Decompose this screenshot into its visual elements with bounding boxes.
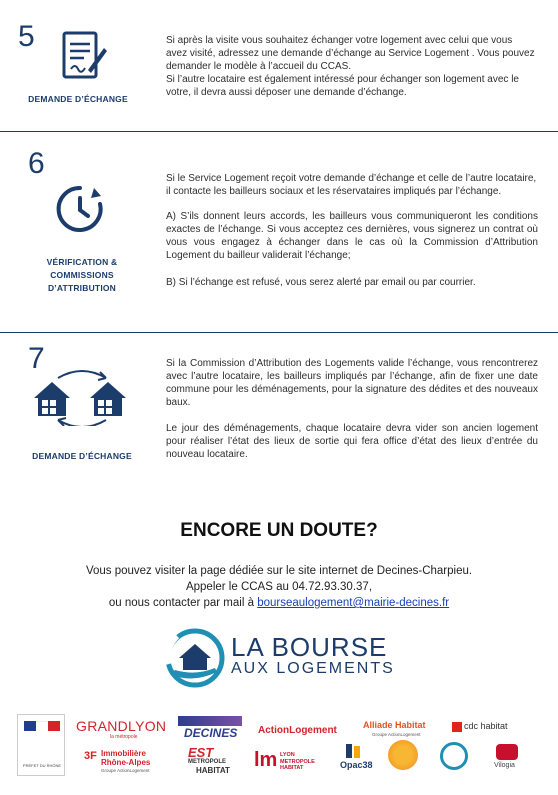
step-5-paragraph-2: Si l’autre locataire est également intéressé pour échanger son logement avec le votre, il devra aussi déposer une demande d’échange.	[166, 74, 519, 98]
lmh-line-3: HABITAT	[280, 765, 304, 771]
alliade-sub: Groupe ActionLogement	[372, 732, 421, 737]
step-7-label: DEMANDE D’ÉCHANGE	[32, 451, 132, 461]
logo-line-1: LA BOURSE	[231, 632, 388, 662]
step-5-paragraph-1: Si après la visite vous souhaitez échanger votre logement avec celui que vous avez visité, adressez une demande d’échange au Service Logement . Vous pouvez demander le modèle à l’accueil du CCAS.	[166, 35, 535, 72]
contact-line-2: Appeler le CCAS au 04.72.93.30.37,	[185, 581, 373, 593]
lmh-line-1: LYON	[280, 752, 295, 758]
lmh-logo	[280, 752, 315, 772]
cdc-square-icon	[452, 722, 462, 732]
decines-logo: DECINES	[184, 726, 238, 740]
vilogia-logo: Vilogia	[494, 762, 515, 769]
step-6-text	[166, 172, 538, 289]
est-line-3: HABITAT	[196, 766, 230, 775]
step-6-paragraph-1: Si le Service Logement reçoit votre demande d’échange et celle de l’autre locataire, il contacte les bailleurs sociaux et les réservataires impliqués par l’échange.	[166, 173, 537, 197]
immo3f-mark: 3F	[84, 750, 97, 762]
house-exchange-icon	[30, 368, 134, 426]
divider	[0, 131, 558, 132]
bourse-logements-logo	[161, 628, 401, 690]
step-5-label: DEMANDE D’ÉCHANGE	[28, 94, 128, 104]
cdc-logo: cdc habitat	[464, 721, 508, 731]
contact-block	[0, 563, 558, 611]
contact-line-3-prefix: ou nous contacter par mail à	[108, 597, 258, 609]
contact-line-3	[0, 595, 558, 611]
step-7-paragraph-2: Le jour des déménagements, chaque locataire devra vider son ancien logement pour réaliser l’état des lieux de sortie qui fera office d’état des lieux d’entrée du nouveau locataire.	[166, 423, 538, 460]
step-5-number: 5	[18, 20, 35, 53]
semcoda-logo-icon	[440, 742, 468, 770]
step-6-paragraph-3: B) Si l’échange est refusé, vous serez alerté par email ou par courrier.	[166, 277, 476, 288]
step-6-label-line-1: VÉRIFICATION &	[46, 257, 118, 267]
lmh-line-2: METROPOLE	[280, 758, 315, 765]
lmh-mark-icon: lm	[254, 749, 278, 771]
step-7-number: 7	[28, 342, 45, 375]
opac-logo: Opac38	[340, 760, 373, 770]
step-6-label-line-2: COMMISSIONS	[50, 270, 114, 280]
immo3f-sub: Groupe ActionLogement	[101, 768, 150, 773]
opac-bar-icon	[346, 744, 352, 758]
document-sign-icon	[60, 30, 108, 82]
immo3f-line-1: Immobilière	[101, 749, 146, 758]
step-6-label	[18, 256, 146, 295]
step-5-text	[166, 34, 536, 99]
step-7-paragraph-1: Si la Commission d’Attribution des Logements valide l’échange, vous rencontrerez avec l’autre locataire, les bailleurs impliqués par l’échange, afin de fixer une date commune pour les déménagements, pour la signature des dédites et des nouveaux baux.	[166, 358, 538, 408]
house-hand-logo-icon	[161, 628, 231, 690]
decines-swoosh-icon	[178, 716, 242, 726]
orange-swirl-logo-icon	[388, 740, 418, 770]
immo3f-logo	[101, 749, 150, 767]
divider	[0, 332, 558, 333]
actionlogement-logo: ActionLogement	[258, 725, 337, 736]
grandlyon-sub: la métropole	[110, 734, 138, 740]
step-6-number: 6	[28, 147, 45, 180]
logo-line-2: AUX LOGEMENTS	[231, 660, 395, 677]
alliade-logo: Alliade Habitat	[363, 720, 426, 730]
grandlyon-logo: GRANDLYON	[76, 718, 167, 734]
contact-line-1: Vous pouvez visiter la page dédiée sur le site internet de Decines-Charpieu.	[85, 565, 473, 577]
prefet-text: PRÉFET DU RHÔNE	[22, 763, 62, 768]
step-6-label-line-3: D’ATTRIBUTION	[47, 283, 117, 293]
opac-bar-icon	[354, 746, 360, 758]
step-7-text	[166, 357, 538, 461]
step-6-paragraph-2: A) S’ils donnent leurs accords, les bailleurs vous communiqueront les conditions exactes de l’échange. Si vous acceptez ces dernières, vous signerez un contrat où vous vous engagez à échanger dans le cas où la Commission d’Attribution Logement du bailleur validerait l’échange;	[166, 211, 538, 261]
immo3f-line-2: Rhône-Alpes	[101, 758, 151, 767]
email-link[interactable]: bourseaulogement@mairie-decines.fr	[257, 597, 450, 609]
prefet-rhone-logo	[17, 714, 65, 776]
doute-title: ENCORE UN DOUTE?	[180, 520, 378, 541]
est-logo: EST	[188, 745, 214, 760]
est-line-2: METROPOLE	[188, 759, 227, 765]
vilogia-mark-icon	[496, 744, 518, 760]
clock-icon	[54, 184, 106, 234]
